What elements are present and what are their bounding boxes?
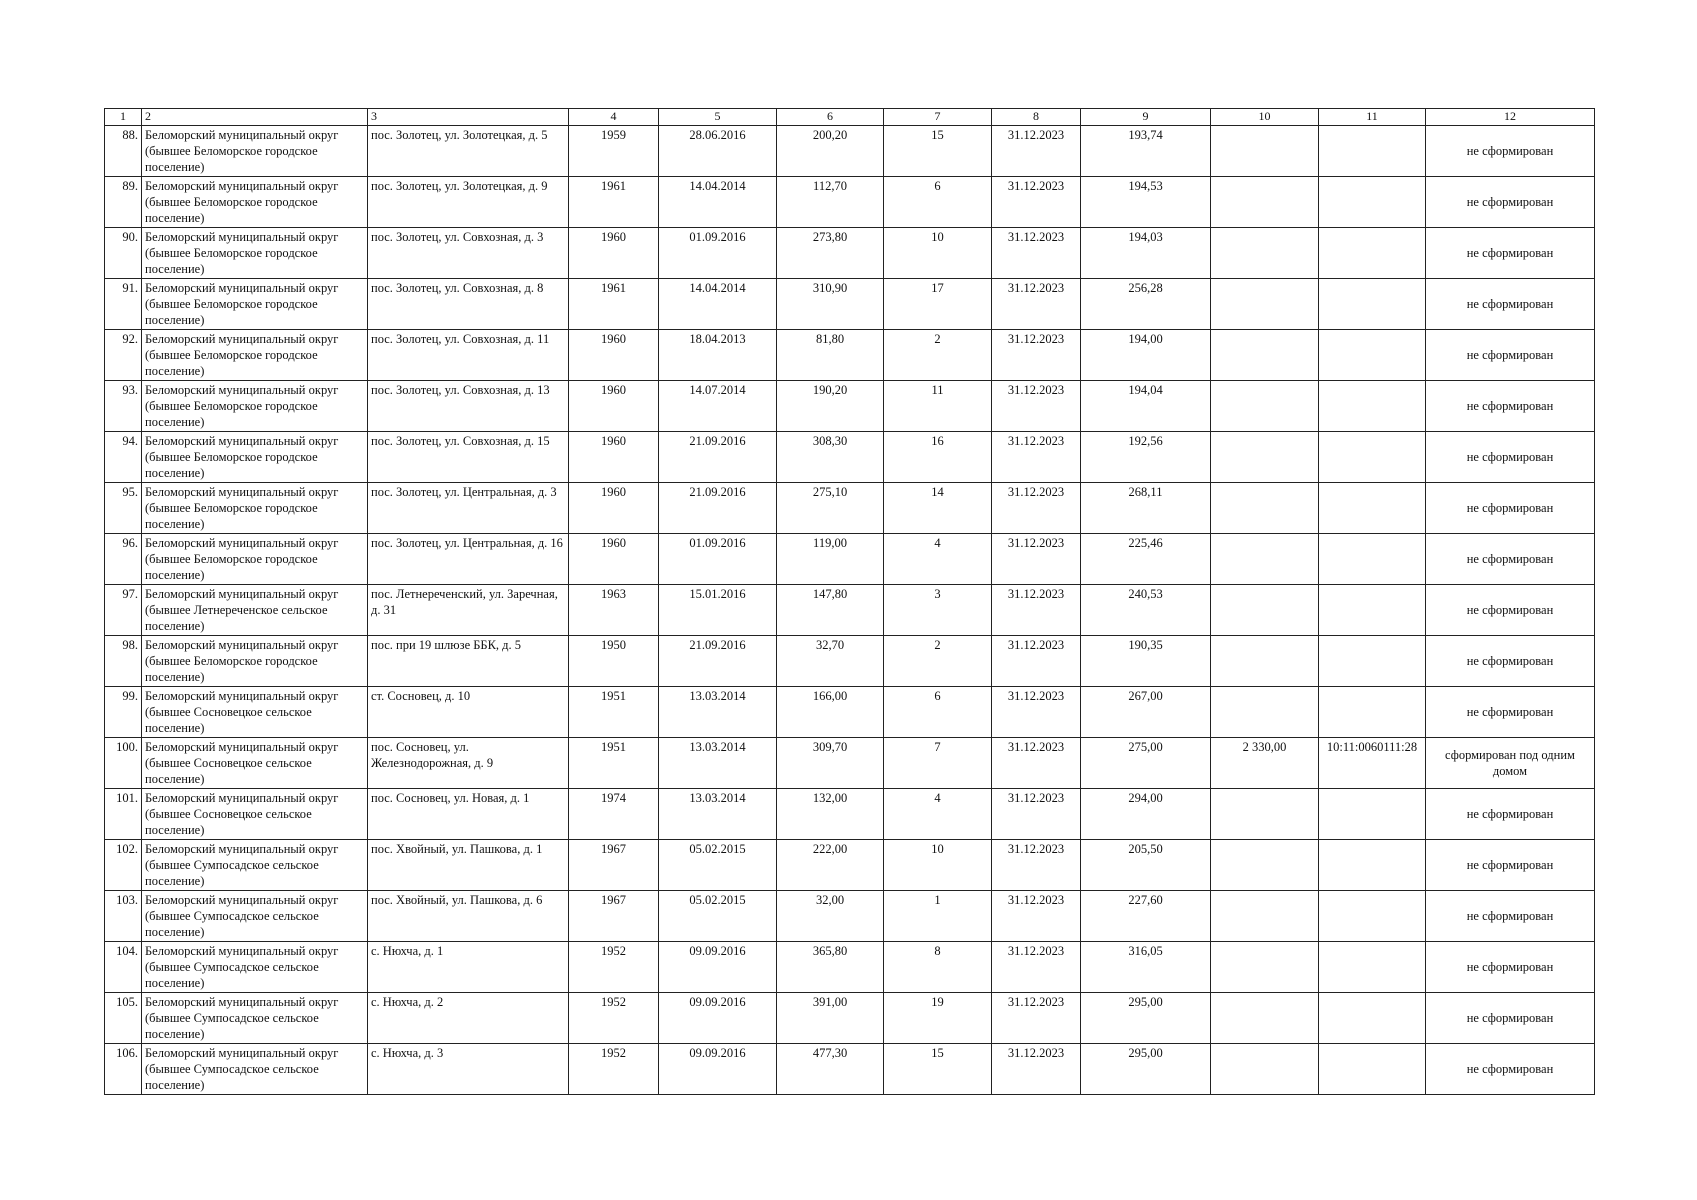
municipality-cell: Беломорский муниципальный округ (бывшее Беломорское городское поселение) xyxy=(142,483,368,534)
price-cell: 193,74 xyxy=(1081,126,1211,177)
date-cell: 21.09.2016 xyxy=(659,636,777,687)
municipality-cell: Беломорский муниципальный округ (бывшее Сосновецкое сельское поселение) xyxy=(142,738,368,789)
housing-table xyxy=(104,108,1595,1095)
address-cell: пос. Золотец, ул. Совхозная, д. 3 xyxy=(368,228,569,279)
table-row xyxy=(105,840,1595,891)
plan-date-cell: 31.12.2023 xyxy=(992,126,1081,177)
year-cell: 1961 xyxy=(569,279,659,330)
area-cell: 391,00 xyxy=(777,993,884,1044)
header-col-6: 6 xyxy=(777,109,884,126)
cadastral-number-cell xyxy=(1319,381,1426,432)
price-cell: 194,04 xyxy=(1081,381,1211,432)
area-cell: 119,00 xyxy=(777,534,884,585)
table-row xyxy=(105,636,1595,687)
date-cell: 05.02.2015 xyxy=(659,891,777,942)
row-number: 89. xyxy=(105,177,142,228)
residents-cell: 11 xyxy=(884,381,992,432)
municipality-cell: Беломорский муниципальный округ (бывшее Сумпосадское сельское поселение) xyxy=(142,840,368,891)
row-number: 104. xyxy=(105,942,142,993)
row-number: 95. xyxy=(105,483,142,534)
year-cell: 1952 xyxy=(569,942,659,993)
table-row xyxy=(105,942,1595,993)
municipality-cell: Беломорский муниципальный округ (бывшее Сумпосадское сельское поселение) xyxy=(142,1044,368,1095)
municipality-cell: Беломорский муниципальный округ (бывшее Сумпосадское сельское поселение) xyxy=(142,993,368,1044)
price-cell: 268,11 xyxy=(1081,483,1211,534)
year-cell: 1963 xyxy=(569,585,659,636)
area-cell: 273,80 xyxy=(777,228,884,279)
header-col-2: 2 xyxy=(142,109,368,126)
area-cell: 222,00 xyxy=(777,840,884,891)
year-cell: 1974 xyxy=(569,789,659,840)
row-number: 100. xyxy=(105,738,142,789)
land-area-cell xyxy=(1211,228,1319,279)
row-number: 105. xyxy=(105,993,142,1044)
row-number: 91. xyxy=(105,279,142,330)
municipality-cell: Беломорский муниципальный округ (бывшее Беломорское городское поселение) xyxy=(142,381,368,432)
address-cell: пос. Золотец, ул. Совхозная, д. 11 xyxy=(368,330,569,381)
table-row xyxy=(105,1044,1595,1095)
residents-cell: 6 xyxy=(884,177,992,228)
address-cell: пос. при 19 шлюзе ББК, д. 5 xyxy=(368,636,569,687)
land-area-cell xyxy=(1211,891,1319,942)
date-cell: 09.09.2016 xyxy=(659,1044,777,1095)
area-cell: 32,70 xyxy=(777,636,884,687)
address-cell: пос. Сосновец, ул. Железнодорожная, д. 9 xyxy=(368,738,569,789)
area-cell: 147,80 xyxy=(777,585,884,636)
table-row xyxy=(105,432,1595,483)
cadastral-number-cell xyxy=(1319,585,1426,636)
price-cell: 267,00 xyxy=(1081,687,1211,738)
table-row xyxy=(105,891,1595,942)
row-number: 94. xyxy=(105,432,142,483)
land-area-cell xyxy=(1211,789,1319,840)
land-area-cell xyxy=(1211,636,1319,687)
row-number: 102. xyxy=(105,840,142,891)
table-row xyxy=(105,177,1595,228)
residents-cell: 4 xyxy=(884,534,992,585)
land-status-cell: не сформирован xyxy=(1426,330,1595,381)
municipality-cell: Беломорский муниципальный округ (бывшее Летнереченское сельское поселение) xyxy=(142,585,368,636)
residents-cell: 6 xyxy=(884,687,992,738)
price-cell: 205,50 xyxy=(1081,840,1211,891)
land-status-cell: не сформирован xyxy=(1426,789,1595,840)
land-status-cell: не сформирован xyxy=(1426,228,1595,279)
residents-cell: 10 xyxy=(884,840,992,891)
plan-date-cell: 31.12.2023 xyxy=(992,483,1081,534)
cadastral-number-cell xyxy=(1319,993,1426,1044)
address-cell: с. Нюхча, д. 1 xyxy=(368,942,569,993)
price-cell: 240,53 xyxy=(1081,585,1211,636)
plan-date-cell: 31.12.2023 xyxy=(992,993,1081,1044)
cadastral-number-cell xyxy=(1319,228,1426,279)
address-cell: с. Нюхча, д. 2 xyxy=(368,993,569,1044)
year-cell: 1960 xyxy=(569,432,659,483)
date-cell: 18.04.2013 xyxy=(659,330,777,381)
year-cell: 1967 xyxy=(569,891,659,942)
year-cell: 1951 xyxy=(569,738,659,789)
row-number: 98. xyxy=(105,636,142,687)
municipality-cell: Беломорский муниципальный округ (бывшее Беломорское городское поселение) xyxy=(142,636,368,687)
price-cell: 190,35 xyxy=(1081,636,1211,687)
header-col-8: 8 xyxy=(992,109,1081,126)
date-cell: 14.04.2014 xyxy=(659,177,777,228)
area-cell: 132,00 xyxy=(777,789,884,840)
address-cell: пос. Золотец, ул. Совхозная, д. 8 xyxy=(368,279,569,330)
table-body xyxy=(105,126,1595,1095)
land-area-cell xyxy=(1211,1044,1319,1095)
cadastral-number-cell xyxy=(1319,687,1426,738)
price-cell: 275,00 xyxy=(1081,738,1211,789)
land-status-cell: сформирован под одним домом xyxy=(1426,738,1595,789)
date-cell: 14.07.2014 xyxy=(659,381,777,432)
row-number: 90. xyxy=(105,228,142,279)
year-cell: 1952 xyxy=(569,993,659,1044)
municipality-cell: Беломорский муниципальный округ (бывшее Сумпосадское сельское поселение) xyxy=(142,891,368,942)
cadastral-number-cell xyxy=(1319,279,1426,330)
residents-cell: 2 xyxy=(884,636,992,687)
price-cell: 225,46 xyxy=(1081,534,1211,585)
row-number: 106. xyxy=(105,1044,142,1095)
cadastral-number-cell xyxy=(1319,432,1426,483)
year-cell: 1960 xyxy=(569,534,659,585)
land-area-cell xyxy=(1211,993,1319,1044)
address-cell: пос. Летнереченский, ул. Заречная, д. 31 xyxy=(368,585,569,636)
row-number: 99. xyxy=(105,687,142,738)
cadastral-number-cell xyxy=(1319,534,1426,585)
plan-date-cell: 31.12.2023 xyxy=(992,942,1081,993)
date-cell: 21.09.2016 xyxy=(659,432,777,483)
cadastral-number-cell xyxy=(1319,789,1426,840)
municipality-cell: Беломорский муниципальный округ (бывшее Беломорское городское поселение) xyxy=(142,228,368,279)
table-row xyxy=(105,126,1595,177)
land-status-cell: не сформирован xyxy=(1426,585,1595,636)
residents-cell: 2 xyxy=(884,330,992,381)
area-cell: 112,70 xyxy=(777,177,884,228)
table-row xyxy=(105,993,1595,1044)
plan-date-cell: 31.12.2023 xyxy=(992,330,1081,381)
plan-date-cell: 31.12.2023 xyxy=(992,177,1081,228)
header-col-1: 1 xyxy=(105,109,142,126)
table-row xyxy=(105,687,1595,738)
year-cell: 1967 xyxy=(569,840,659,891)
price-cell: 295,00 xyxy=(1081,1044,1211,1095)
municipality-cell: Беломорский муниципальный округ (бывшее Сумпосадское сельское поселение) xyxy=(142,942,368,993)
land-area-cell xyxy=(1211,381,1319,432)
cadastral-number-cell: 10:11:0060111:28 xyxy=(1319,738,1426,789)
residents-cell: 16 xyxy=(884,432,992,483)
row-number: 88. xyxy=(105,126,142,177)
year-cell: 1959 xyxy=(569,126,659,177)
municipality-cell: Беломорский муниципальный округ (бывшее Сосновецкое сельское поселение) xyxy=(142,687,368,738)
address-cell: пос. Сосновец, ул. Новая, д. 1 xyxy=(368,789,569,840)
land-status-cell: не сформирован xyxy=(1426,483,1595,534)
land-area-cell xyxy=(1211,330,1319,381)
residents-cell: 19 xyxy=(884,993,992,1044)
date-cell: 09.09.2016 xyxy=(659,993,777,1044)
year-cell: 1951 xyxy=(569,687,659,738)
land-area-cell xyxy=(1211,942,1319,993)
year-cell: 1961 xyxy=(569,177,659,228)
date-cell: 21.09.2016 xyxy=(659,483,777,534)
land-area-cell xyxy=(1211,483,1319,534)
table-header xyxy=(105,109,1595,126)
land-status-cell: не сформирован xyxy=(1426,840,1595,891)
document-sheet xyxy=(104,108,1594,1093)
area-cell: 190,20 xyxy=(777,381,884,432)
cadastral-number-cell xyxy=(1319,330,1426,381)
header-col-7: 7 xyxy=(884,109,992,126)
plan-date-cell: 31.12.2023 xyxy=(992,585,1081,636)
year-cell: 1960 xyxy=(569,330,659,381)
land-status-cell: не сформирован xyxy=(1426,126,1595,177)
area-cell: 275,10 xyxy=(777,483,884,534)
municipality-cell: Беломорский муниципальный округ (бывшее Сосновецкое сельское поселение) xyxy=(142,789,368,840)
price-cell: 295,00 xyxy=(1081,993,1211,1044)
plan-date-cell: 31.12.2023 xyxy=(992,789,1081,840)
cadastral-number-cell xyxy=(1319,636,1426,687)
municipality-cell: Беломорский муниципальный округ (бывшее Беломорское городское поселение) xyxy=(142,432,368,483)
date-cell: 13.03.2014 xyxy=(659,738,777,789)
plan-date-cell: 31.12.2023 xyxy=(992,432,1081,483)
cadastral-number-cell xyxy=(1319,483,1426,534)
row-number: 97. xyxy=(105,585,142,636)
municipality-cell: Беломорский муниципальный округ (бывшее Беломорское городское поселение) xyxy=(142,330,368,381)
residents-cell: 15 xyxy=(884,1044,992,1095)
price-cell: 194,03 xyxy=(1081,228,1211,279)
date-cell: 13.03.2014 xyxy=(659,789,777,840)
row-number: 93. xyxy=(105,381,142,432)
price-cell: 192,56 xyxy=(1081,432,1211,483)
price-cell: 194,00 xyxy=(1081,330,1211,381)
land-area-cell xyxy=(1211,840,1319,891)
cadastral-number-cell xyxy=(1319,1044,1426,1095)
plan-date-cell: 31.12.2023 xyxy=(992,636,1081,687)
address-cell: пос. Золотец, ул. Совхозная, д. 15 xyxy=(368,432,569,483)
price-cell: 316,05 xyxy=(1081,942,1211,993)
address-cell: пос. Золотец, ул. Центральная, д. 16 xyxy=(368,534,569,585)
plan-date-cell: 31.12.2023 xyxy=(992,840,1081,891)
date-cell: 14.04.2014 xyxy=(659,279,777,330)
table-row xyxy=(105,483,1595,534)
header-col-9: 9 xyxy=(1081,109,1211,126)
date-cell: 05.02.2015 xyxy=(659,840,777,891)
municipality-cell: Беломорский муниципальный округ (бывшее Беломорское городское поселение) xyxy=(142,126,368,177)
residents-cell: 14 xyxy=(884,483,992,534)
area-cell: 32,00 xyxy=(777,891,884,942)
land-status-cell: не сформирован xyxy=(1426,1044,1595,1095)
residents-cell: 15 xyxy=(884,126,992,177)
address-cell: пос. Золотец, ул. Центральная, д. 3 xyxy=(368,483,569,534)
date-cell: 13.03.2014 xyxy=(659,687,777,738)
address-cell: пос. Золотец, ул. Золотецкая, д. 9 xyxy=(368,177,569,228)
municipality-cell: Беломорский муниципальный округ (бывшее Беломорское городское поселение) xyxy=(142,279,368,330)
area-cell: 308,30 xyxy=(777,432,884,483)
residents-cell: 7 xyxy=(884,738,992,789)
cadastral-number-cell xyxy=(1319,891,1426,942)
plan-date-cell: 31.12.2023 xyxy=(992,687,1081,738)
residents-cell: 17 xyxy=(884,279,992,330)
land-area-cell xyxy=(1211,177,1319,228)
plan-date-cell: 31.12.2023 xyxy=(992,891,1081,942)
address-cell: пос. Золотец, ул. Совхозная, д. 13 xyxy=(368,381,569,432)
land-status-cell: не сформирован xyxy=(1426,279,1595,330)
land-area-cell xyxy=(1211,585,1319,636)
year-cell: 1950 xyxy=(569,636,659,687)
table-row xyxy=(105,738,1595,789)
table-row xyxy=(105,381,1595,432)
header-col-3: 3 xyxy=(368,109,569,126)
cadastral-number-cell xyxy=(1319,840,1426,891)
residents-cell: 8 xyxy=(884,942,992,993)
year-cell: 1960 xyxy=(569,483,659,534)
date-cell: 15.01.2016 xyxy=(659,585,777,636)
header-col-12: 12 xyxy=(1426,109,1595,126)
cadastral-number-cell xyxy=(1319,126,1426,177)
date-cell: 28.06.2016 xyxy=(659,126,777,177)
table-row xyxy=(105,585,1595,636)
land-status-cell: не сформирован xyxy=(1426,993,1595,1044)
municipality-cell: Беломорский муниципальный округ (бывшее Беломорское городское поселение) xyxy=(142,177,368,228)
price-cell: 194,53 xyxy=(1081,177,1211,228)
residents-cell: 4 xyxy=(884,789,992,840)
address-cell: с. Нюхча, д. 3 xyxy=(368,1044,569,1095)
header-col-4: 4 xyxy=(569,109,659,126)
table-row xyxy=(105,534,1595,585)
row-number: 92. xyxy=(105,330,142,381)
price-cell: 256,28 xyxy=(1081,279,1211,330)
row-number: 101. xyxy=(105,789,142,840)
price-cell: 294,00 xyxy=(1081,789,1211,840)
address-cell: ст. Сосновец, д. 10 xyxy=(368,687,569,738)
land-status-cell: не сформирован xyxy=(1426,177,1595,228)
land-area-cell: 2 330,00 xyxy=(1211,738,1319,789)
land-status-cell: не сформирован xyxy=(1426,942,1595,993)
area-cell: 309,70 xyxy=(777,738,884,789)
municipality-cell: Беломорский муниципальный округ (бывшее Беломорское городское поселение) xyxy=(142,534,368,585)
date-cell: 01.09.2016 xyxy=(659,228,777,279)
land-status-cell: не сформирован xyxy=(1426,432,1595,483)
table-row xyxy=(105,279,1595,330)
table-row xyxy=(105,330,1595,381)
plan-date-cell: 31.12.2023 xyxy=(992,1044,1081,1095)
address-cell: пос. Хвойный, ул. Пашкова, д. 1 xyxy=(368,840,569,891)
year-cell: 1952 xyxy=(569,1044,659,1095)
year-cell: 1960 xyxy=(569,228,659,279)
land-area-cell xyxy=(1211,687,1319,738)
area-cell: 310,90 xyxy=(777,279,884,330)
land-status-cell: не сформирован xyxy=(1426,687,1595,738)
plan-date-cell: 31.12.2023 xyxy=(992,738,1081,789)
area-cell: 477,30 xyxy=(777,1044,884,1095)
price-cell: 227,60 xyxy=(1081,891,1211,942)
row-number: 103. xyxy=(105,891,142,942)
residents-cell: 10 xyxy=(884,228,992,279)
land-status-cell: не сформирован xyxy=(1426,381,1595,432)
plan-date-cell: 31.12.2023 xyxy=(992,228,1081,279)
address-cell: пос. Хвойный, ул. Пашкова, д. 6 xyxy=(368,891,569,942)
land-status-cell: не сформирован xyxy=(1426,891,1595,942)
area-cell: 200,20 xyxy=(777,126,884,177)
residents-cell: 3 xyxy=(884,585,992,636)
header-col-10: 10 xyxy=(1211,109,1319,126)
cadastral-number-cell xyxy=(1319,942,1426,993)
area-cell: 166,00 xyxy=(777,687,884,738)
plan-date-cell: 31.12.2023 xyxy=(992,279,1081,330)
area-cell: 365,80 xyxy=(777,942,884,993)
land-status-cell: не сформирован xyxy=(1426,534,1595,585)
row-number: 96. xyxy=(105,534,142,585)
land-area-cell xyxy=(1211,534,1319,585)
date-cell: 01.09.2016 xyxy=(659,534,777,585)
header-col-5: 5 xyxy=(659,109,777,126)
residents-cell: 1 xyxy=(884,891,992,942)
address-cell: пос. Золотец, ул. Золотецкая, д. 5 xyxy=(368,126,569,177)
plan-date-cell: 31.12.2023 xyxy=(992,381,1081,432)
land-area-cell xyxy=(1211,126,1319,177)
table-row xyxy=(105,228,1595,279)
land-status-cell: не сформирован xyxy=(1426,636,1595,687)
date-cell: 09.09.2016 xyxy=(659,942,777,993)
plan-date-cell: 31.12.2023 xyxy=(992,534,1081,585)
table-row xyxy=(105,789,1595,840)
land-area-cell xyxy=(1211,279,1319,330)
area-cell: 81,80 xyxy=(777,330,884,381)
year-cell: 1960 xyxy=(569,381,659,432)
header-col-11: 11 xyxy=(1319,109,1426,126)
land-area-cell xyxy=(1211,432,1319,483)
cadastral-number-cell xyxy=(1319,177,1426,228)
